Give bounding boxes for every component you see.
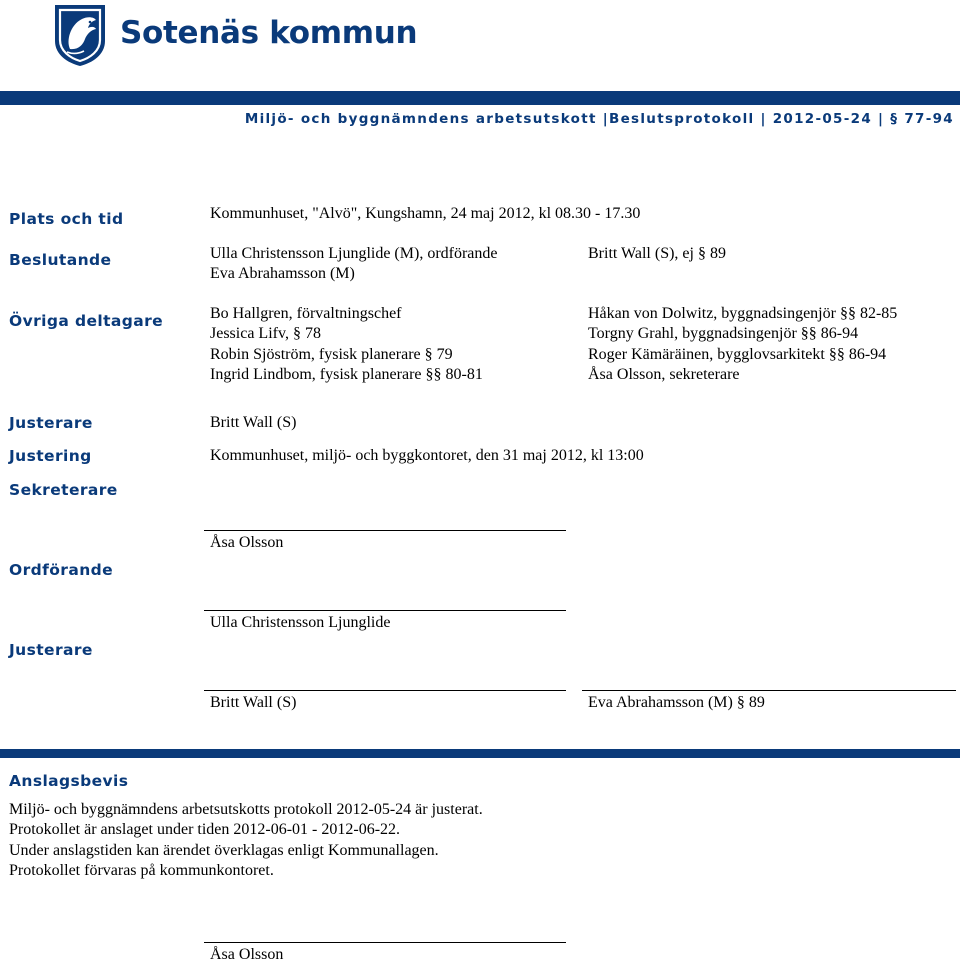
logo-text: Sotenäs kommun [120, 15, 418, 51]
beslutande-member: Britt Wall (S), ej § 89 [588, 245, 726, 262]
justering-value: Kommunhuset, miljö- och byggkontoret, den 31 maj 2012, kl 13:00 [210, 447, 644, 464]
anslagsbevis-signature-name: Åsa Olsson [210, 946, 284, 963]
justerare-name: Eva Abrahamsson (M) § 89 [588, 694, 765, 711]
participant: Roger Kämäräinen, bygglovsarkitekt §§ 86-94 [588, 346, 887, 363]
ovriga-label: Övriga deltagare [9, 312, 164, 330]
signature-line [204, 942, 566, 943]
anslagsbevis-line: Protokollet förvaras på kommunkontoret. [9, 862, 274, 879]
ordforande-name: Ulla Christensson Ljunglide [210, 614, 391, 631]
justerare-label: Justerare [9, 414, 93, 432]
participant: Jessica Lifv, § 78 [210, 325, 321, 342]
document-header-title: Miljö- och byggnämndens arbetsutskott |Beslutsprotokoll | 2012-05-24 | § 77-94 [244, 111, 954, 127]
justerare-value: Britt Wall (S) [210, 414, 297, 431]
plats-value: Kommunhuset, "Alvö", Kungshamn, 24 maj 2012, kl 08.30 - 17.30 [210, 205, 641, 222]
header-rule [0, 91, 960, 105]
participant: Torgny Grahl, byggnadsingenjör §§ 86-94 [588, 325, 859, 342]
participant: Bo Hallgren, förvaltningschef [210, 305, 402, 322]
beslutande-label: Beslutande [9, 251, 112, 269]
participant: Åsa Olsson, sekreterare [588, 366, 740, 383]
ordforande-label: Ordförande [9, 561, 114, 579]
beslutande-member: Ulla Christensson Ljunglide (M), ordförande [210, 245, 498, 262]
anslagsbevis-line: Protokollet är anslaget under tiden 2012-06-01 - 2012-06-22. [9, 821, 401, 838]
anslagsbevis-line: Under anslagstiden kan ärendet överklagas enligt Kommunallagen. [9, 842, 439, 859]
anslagsbevis-title: Anslagsbevis [9, 772, 129, 790]
justerare-name: Britt Wall (S) [210, 694, 297, 711]
justering-label: Justering [9, 447, 92, 465]
participant: Håkan von Dolwitz, byggnadsingenjör §§ 82-85 [588, 305, 898, 322]
sekreterare-name: Åsa Olsson [210, 534, 284, 551]
signature-line [204, 610, 566, 611]
anslagsbevis-line: Miljö- och byggnämndens arbetsutskotts protokoll 2012-05-24 är justerat. [9, 801, 483, 818]
participant: Robin Sjöström, fysisk planerare § 79 [210, 346, 453, 363]
signature-line [204, 530, 566, 531]
municipality-emblem-icon [52, 3, 108, 67]
plats-label: Plats och tid [9, 210, 124, 228]
signature-line [204, 690, 566, 691]
beslutande-member: Eva Abrahamsson (M) [210, 265, 355, 282]
justerare-signature-label: Justerare [9, 641, 93, 659]
sekreterare-label: Sekreterare [9, 481, 118, 499]
anslagsbevis-rule [0, 749, 960, 758]
signature-line [582, 690, 956, 691]
participant: Ingrid Lindbom, fysisk planerare §§ 80-81 [210, 366, 483, 383]
